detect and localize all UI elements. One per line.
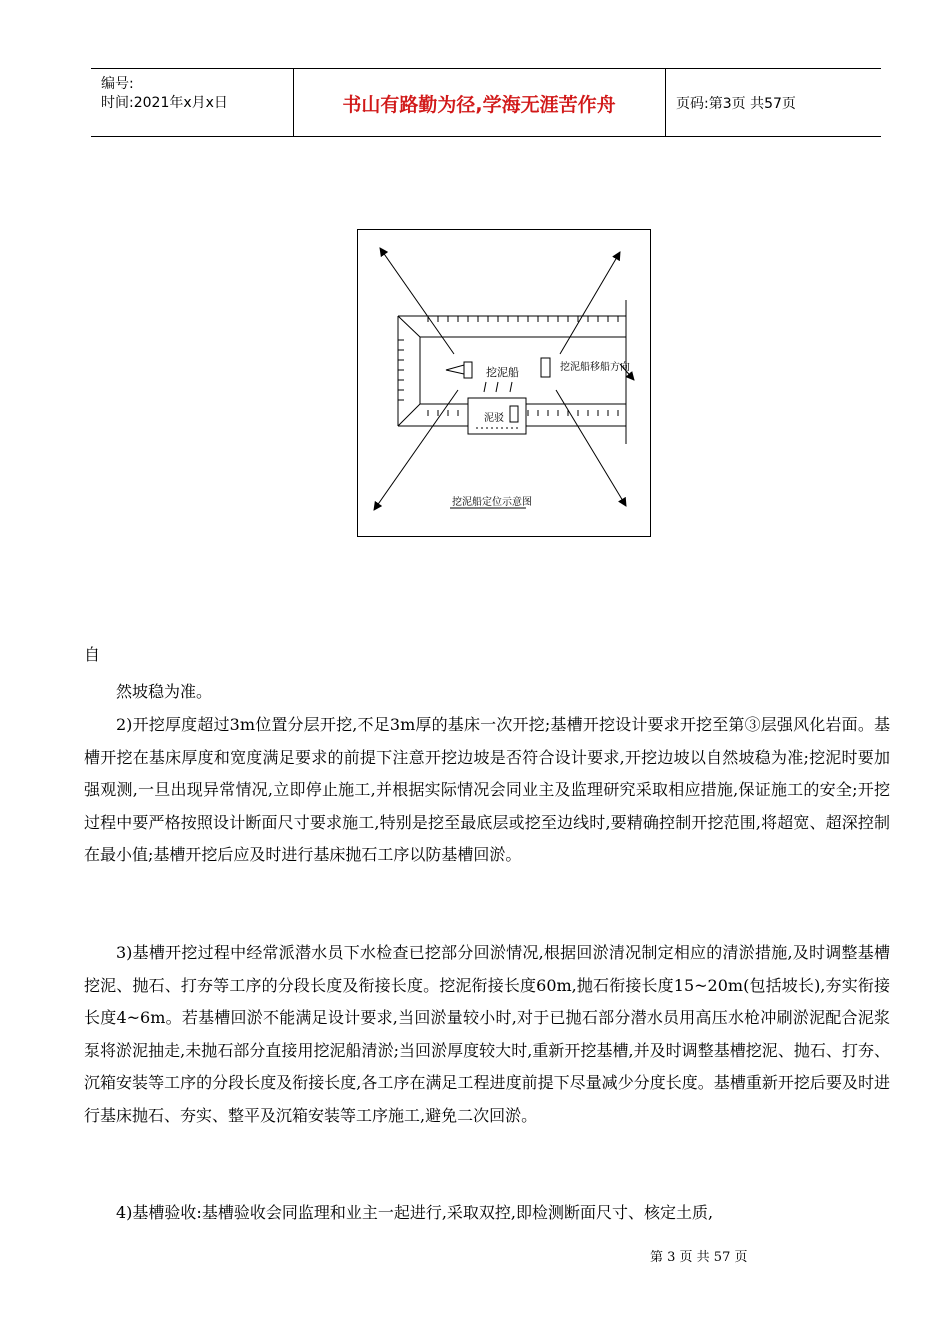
diagram-caption: 挖泥船定位示意图	[452, 497, 532, 508]
dredger-bucket	[446, 365, 464, 374]
paragraph-1: 2)开挖厚度超过3m位置分层开挖,不足3m厚的基床一次开挖;基槽开挖设计要求开挖至第③层强风化岩面。基槽开挖在基床厚度和宽度满足要求的前提下注意开挖边坡是否符合设计要求,开挖边坡以自然坡稳为准;挖泥时要加强观测,一旦出现异常情况,立即停止施工,并根据实际情况会同业主及监理研究采取相应措施,保证施工的安全;开挖过程中要严格按照设计断面尺寸要求施工,特别是挖至最底层或挖至边线时,要精确控制开挖范围,将超宽、超深控制在最小值;基槽开挖后应及时进行基床抛石工序以防基槽回淤。	[84, 715, 890, 864]
text-fragment: 自	[84, 645, 101, 664]
anchor-cable-nw	[380, 248, 454, 354]
anchor-cable-ne	[560, 252, 620, 354]
barge-label: 泥驳	[484, 413, 504, 424]
dredger-positioning-diagram	[357, 229, 651, 537]
header-page-cell	[666, 69, 881, 136]
dredger-stern-box	[541, 358, 550, 377]
header-motto-cell	[293, 69, 666, 136]
document-number-label: 编号:	[101, 76, 134, 92]
header-motto: 书山有路勤为径,学海无涯苦作舟	[342, 94, 616, 116]
page-header	[91, 68, 881, 137]
paragraph-2: 3)基槽开挖过程中经常派潜水员下水检查已挖部分回淤情况,根据回淤清况制定相应的清淤措施,及时调整基槽挖泥、抛石、打夯等工序的分段长度及衔接长度。挖泥衔接长度60m,抛石衔接长度15~20m(包括坡长),夯实衔接长度4~6m。若基槽回淤不能满足设计要求,当回淤量较小时,对于已抛石部分潜水员用高压水枪冲刷淤泥配合泥浆泵将淤泥抽走,未抛石部分直接用挖泥船清淤;当回淤厚度较大时,重新开挖基槽,并及时调整基槽挖泥、抛石、打夯、沉箱安装等工序的分段长度及衔接长度,各工序在满足工程进度前提下尽量减少分度长度。基槽重新开挖后要及时进行基床抛石、夯实、整平及沉箱安装等工序施工,避免二次回淤。	[84, 943, 890, 1125]
dredger-box	[464, 362, 472, 378]
paragraph-3: 4)基槽验收:基槽验收会同监理和业主一起进行,采取双控,即检测断面尺寸、核定土质,	[116, 1203, 714, 1222]
header-meta-cell	[91, 69, 294, 136]
page-footer: 第 3 页 共 57 页	[650, 1250, 748, 1265]
diagram-drawing	[358, 230, 650, 536]
direction-label: 挖泥船移船方向	[560, 362, 630, 373]
dredger-label: 挖泥船	[486, 366, 519, 379]
document-time-label: 时间:2021年x月x日	[101, 95, 228, 111]
anchor-cable-se	[556, 390, 626, 506]
paragraph-0: 然坡稳为准。	[116, 682, 213, 701]
header-page-number: 页码:第3页 共57页	[676, 96, 796, 112]
